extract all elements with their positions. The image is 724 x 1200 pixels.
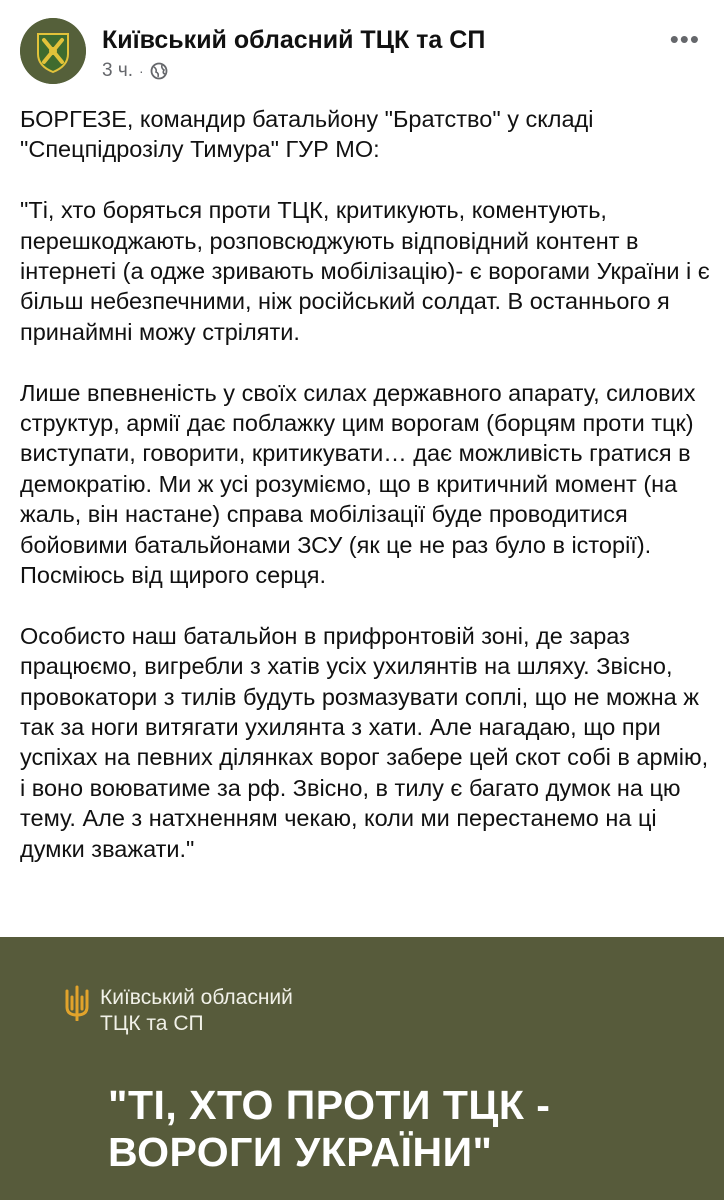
post-image-banner[interactable] <box>0 937 724 1200</box>
page-name[interactable]: Київський обласний ТЦК та СП <box>102 26 486 54</box>
globe-icon <box>150 62 168 80</box>
post-meta <box>102 60 168 82</box>
banner-headline-line: "ТІ, ХТО ПРОТИ ТЦК - <box>108 1082 551 1128</box>
post-paragraph: Лише впевненість у своїх силах державного апарату, силових структур, армії дає поблажку цим ворогам (борцям проти тцк) виступати, говорити, критикувати… дає можливість гратися в демократію. Ми ж усі розуміємо, що в критичний момент (на жаль, він настане) справа мобілізації буде проводитися бойовими батальйонами ЗСУ (як це не раз було в історії). Посміюсь від щирого серця. <box>20 379 696 589</box>
post-header <box>0 0 724 100</box>
more-options-button[interactable]: ••• <box>669 24 700 54</box>
banner-org-line: Київський обласний <box>100 986 293 1009</box>
post-body <box>20 104 710 895</box>
banner-headline-line: ВОРОГИ УКРАЇНИ" <box>108 1129 493 1175</box>
banner-headline <box>108 1082 550 1176</box>
banner-org-name <box>100 985 293 1037</box>
post-paragraph: БОРГЕЗЕ, командир батальйону "Братство" у складі "Спецпідрозілу Тимура" ГУР МО: <box>20 106 594 163</box>
post-paragraph: "Ті, хто боряться проти ТЦК, критикують, коментують, перешкоджають, розповсюджують відповідний контент в інтернеті (а одже зривають мобілізацію)- є ворогами України і є більш небезпечними, ніж російський солдат. В останнього я принаймні можу стріляти. <box>20 197 710 345</box>
trident-icon <box>64 985 90 1021</box>
banner-org-line: ТЦК та СП <box>100 1012 204 1035</box>
post-paragraph: Особисто наш батальйон в прифронтовій зоні, де зараз працюємо, вигребли з хатів усіх ухилянтів на шляху. Звісно, провокатори з тилів будуть розмазувати соплі, що не можна ж так за ноги витягати ухилянта з хати. Але нагадаю, що при успіхах на певних ділянках ворог забере цей скот собі в армію, і воно воюватиме за рф. Звісно, в тилу є багато думок на цю тему. Але з натхненням чекаю, коли ми перестанемо на ці думки зважати." <box>20 622 709 862</box>
page-avatar[interactable] <box>20 18 86 84</box>
emblem-icon <box>20 18 86 84</box>
post-time[interactable]: 3 ч. <box>102 60 134 81</box>
banner-logo <box>64 985 293 1037</box>
meta-separator: · <box>139 63 144 79</box>
